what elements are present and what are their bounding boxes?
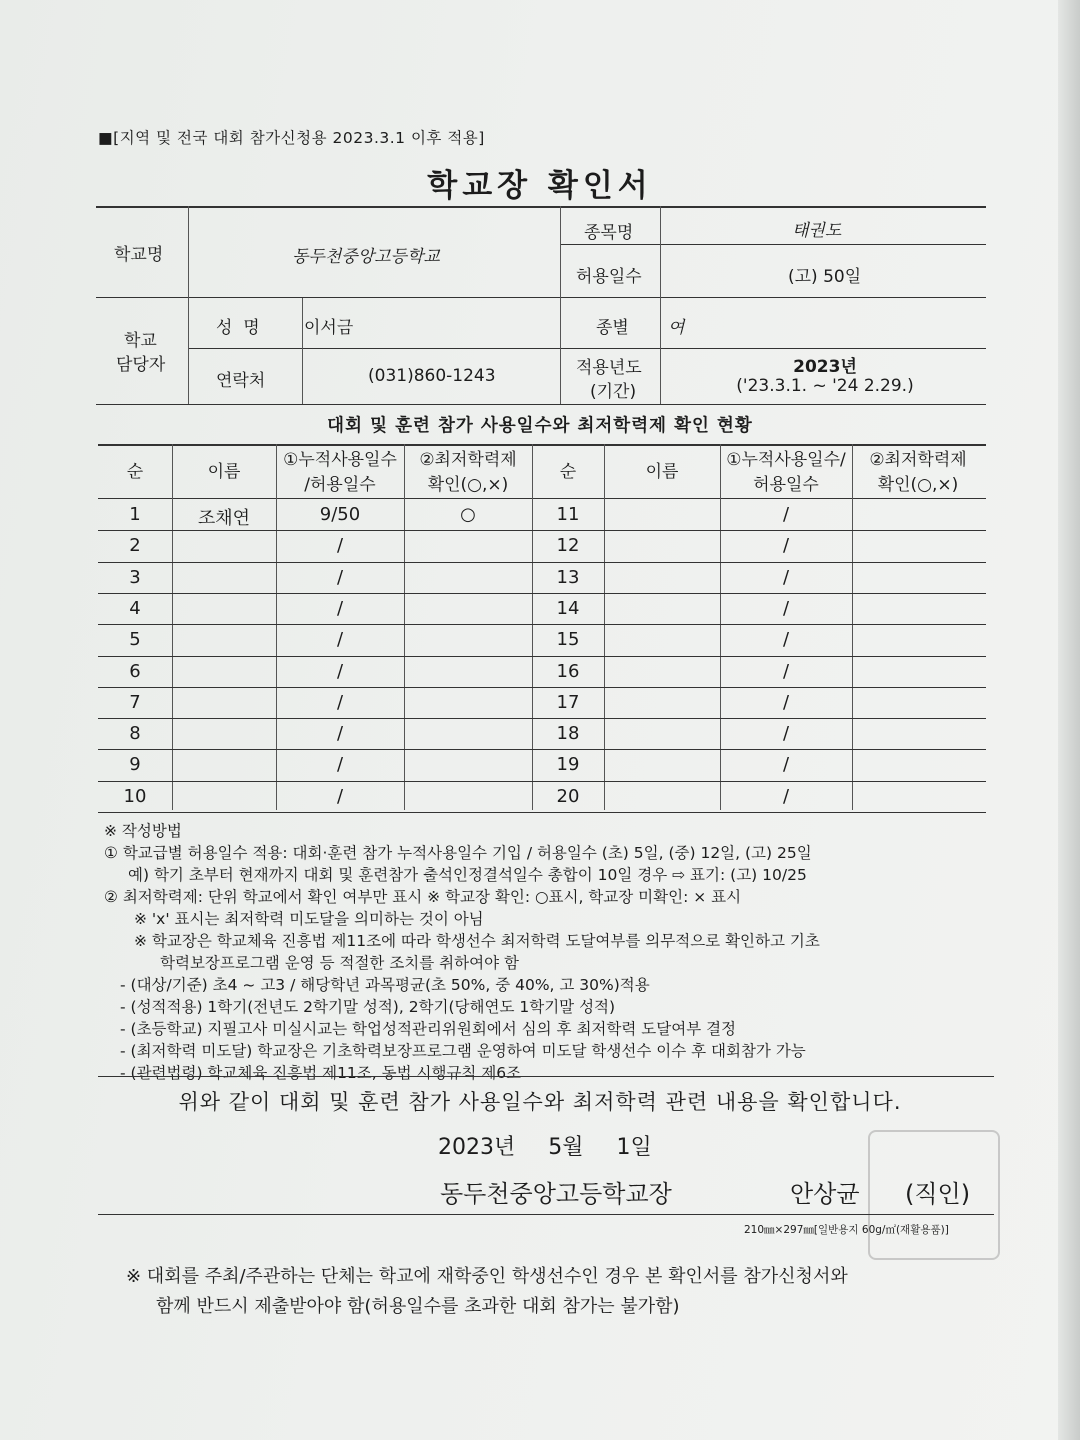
writing-instructions: [104, 820, 1004, 1084]
school-name: 동두천중앙고등학교: [292, 247, 440, 267]
principal-name: 안상균: [790, 1180, 860, 1208]
school-label: 학교명: [114, 245, 164, 265]
table-cell-n: 5: [129, 629, 141, 651]
divider: [660, 206, 661, 404]
footer-line: 함께 반드시 제출받아야 함(허용일수를 초과한 대회 참가는 불가함): [156, 1296, 680, 1317]
note-line: - (관련법령) 학교체육 진흥법 제11조, 동법 시행규칙 제6조: [120, 1064, 522, 1082]
footer-line: ※ 대회를 주최/주관하는 단체는 학교에 재학중인 학생선수인 경우 본 확인서를 참가신청서와: [126, 1266, 848, 1287]
divider: [96, 297, 986, 298]
header-days: ①누적사용일수/: [726, 450, 846, 470]
allowed-days-label: 허용일수: [576, 267, 642, 287]
row-divider: [98, 812, 986, 813]
row-divider: [98, 624, 986, 625]
table-cell-n: 13: [556, 566, 580, 588]
table-border-top: [96, 206, 986, 208]
note-line: ※ 'x' 표시는 최저학력 미도달을 의미하는 것이 아님: [134, 910, 484, 928]
header-seq: 순: [126, 462, 144, 482]
header-name: 이름: [645, 462, 679, 482]
row-divider: [98, 687, 986, 688]
sport-value: 태권도: [792, 221, 842, 241]
issue-date: 2023년 5월 1일: [438, 1135, 652, 1160]
table-cell-days: /: [782, 660, 790, 682]
table-cell-days: /: [782, 504, 790, 525]
section-title: 대회 및 훈련 참가 사용일수와 최저학력제 확인 현황: [327, 416, 753, 436]
period-year: 2023년: [793, 357, 857, 377]
period-range: ('23.3.1. ~ '24 2.29.): [736, 376, 914, 396]
table-cell-name: 조채연: [197, 508, 251, 529]
table-cell-n: 19: [556, 754, 580, 776]
note-line: ※ 학교장은 학교체육 진흥법 제11조에 따라 학생선수 최저학력 도달여부를 의무적으로 확인하고 기초: [134, 932, 820, 950]
table-cell-days: /: [782, 754, 790, 776]
table-cell-n: 11: [556, 504, 580, 525]
table-cell-n: 20: [556, 785, 580, 807]
table-cell-days: /: [336, 535, 344, 557]
header-min-level: 확인(○,×): [877, 475, 959, 495]
table-cell-n: 18: [556, 723, 580, 745]
table-cell-days: /: [336, 597, 344, 619]
note-line: - (최저학력 미도달) 학교장은 기초학력보장프로그램 운영하여 미도달 학생선수 이수 후 대회참가 가능: [120, 1042, 806, 1060]
header-days: ①누적사용일수: [283, 450, 397, 470]
row-divider: [98, 593, 986, 594]
divider: [604, 444, 605, 810]
form-header-note: ■[지역 및 전국 대회 참가신청용 2023.3.1 이후 적용]: [98, 129, 485, 147]
table-cell-n: 14: [556, 597, 580, 619]
table-cell-days: /: [782, 691, 790, 713]
contact-value: (031)860-1243: [368, 366, 496, 386]
note-line: 학력보장프로그램 운영 등 적절한 조치를 취하여야 함: [160, 954, 519, 972]
table-cell-n: 15: [556, 629, 580, 651]
row-divider: [98, 749, 986, 750]
allowed-days-value: (고) 50일: [788, 267, 862, 287]
table-cell-n: 1: [129, 504, 141, 525]
header-days: /허용일수: [304, 475, 376, 495]
table-cell-n: 6: [129, 660, 141, 682]
table-cell-n: 16: [556, 660, 580, 682]
table-cell-n: 10: [123, 785, 147, 807]
note-line: - (초등학교) 지필고사 미실시교는 학업성적관리위원회에서 심의 후 최저학력 도달여부 결정: [120, 1020, 737, 1038]
table-cell-days: /: [782, 535, 790, 557]
paper-spec: 210㎜×297㎜[일반용지 60g/㎡(재활용품)]: [744, 1224, 949, 1236]
name-label: 성 명: [216, 318, 260, 338]
manager-label: 담당자: [116, 355, 166, 375]
note-line: ① 학교급별 허용일수 적용: 대회·훈련 참가 누적사용일수 기입 / 허용일수 (초) 5일, (중) 12일, (고) 25일: [104, 844, 812, 862]
page-title: 학교장 확인서: [427, 168, 653, 204]
table-cell-min: ○: [460, 504, 476, 525]
footer-note: [126, 1262, 848, 1322]
row-divider: [98, 718, 986, 719]
principal-title: 동두천중앙고등학교장: [440, 1180, 672, 1208]
row-divider: [98, 530, 986, 531]
divider: [172, 444, 173, 810]
note-line: 예) 학기 초부터 현재까지 대회 및 훈련참가 출석인정결석일수 총합이 10일 경우 ⇨ 표기: (고) 10/25: [128, 866, 807, 884]
table-cell-days: /: [782, 785, 790, 807]
note-line: - (대상/기준) 초4 ~ 고3 / 해당학년 과목평균(초 50%, 중 40%, 고 30%)적용: [120, 976, 650, 994]
row-divider: [98, 562, 986, 563]
header-seq: 순: [559, 462, 577, 482]
table-cell-n: 9: [129, 754, 141, 776]
divider: [404, 444, 405, 810]
confirmation-text: 위와 같이 대회 및 훈련 참가 사용일수와 최저학력 관련 내용을 확인합니다.: [178, 1090, 902, 1114]
table-cell-days: /: [336, 691, 344, 713]
table-cell-n: 12: [556, 535, 580, 557]
table-cell-days: /: [782, 723, 790, 745]
header-min-level: 확인(○,×): [427, 475, 509, 495]
table-cell-n: 2: [129, 535, 141, 557]
note-line: ② 최저학력제: 단위 학교에서 확인 여부만 표시 ※ 학교장 확인: ○표시, 학교장 미확인: × 표시: [104, 888, 742, 906]
period-label: 적용년도: [576, 358, 642, 378]
header-days: 허용일수: [753, 475, 819, 495]
table-cell-days: /: [336, 566, 344, 588]
note-line: - (성적적용) 1학기(전년도 2학기말 성적), 2학기(당해연도 1학기말 성적): [120, 998, 616, 1016]
row-divider: [98, 781, 986, 782]
divider: [560, 206, 561, 404]
table-cell-n: 7: [129, 691, 141, 713]
table-cell-days: /: [336, 660, 344, 682]
manager-name: 이서금: [304, 318, 354, 338]
table-cell-n: 17: [556, 691, 580, 713]
divider: [96, 404, 986, 405]
gender-value: 여: [668, 318, 685, 338]
gender-label: 종별: [596, 318, 629, 338]
divider: [98, 1076, 994, 1077]
row-divider: [98, 656, 986, 657]
header-min-level: ②최저학력제: [419, 450, 517, 470]
table-cell-days: /: [336, 754, 344, 776]
divider: [188, 206, 189, 404]
page-edge-shadow: [1058, 0, 1080, 1440]
divider: [302, 298, 303, 404]
table-cell-n: 3: [129, 566, 141, 588]
header-name: 이름: [207, 462, 241, 482]
sport-label: 종목명: [584, 223, 634, 243]
table-cell-days: /: [336, 723, 344, 745]
table-cell-n: 4: [129, 597, 141, 619]
manager-label: 학교: [124, 331, 157, 351]
period-label: (기간): [590, 382, 637, 402]
contact-label: 연락처: [216, 371, 266, 391]
seal-label: (직인): [905, 1180, 971, 1208]
divider: [98, 1214, 994, 1215]
divider: [188, 348, 986, 349]
table-cell-days: /: [336, 629, 344, 651]
note-line: ※ 작성방법: [104, 822, 182, 840]
table-cell-days: /: [782, 597, 790, 619]
divider: [560, 244, 986, 245]
table-cell-days: 9/50: [319, 504, 361, 525]
header-min-level: ②최저학력제: [869, 450, 967, 470]
table-cell-days: /: [336, 785, 344, 807]
table-cell-n: 8: [129, 723, 141, 745]
divider: [852, 444, 853, 810]
table-cell-days: /: [782, 629, 790, 651]
table-cell-days: /: [782, 566, 790, 588]
